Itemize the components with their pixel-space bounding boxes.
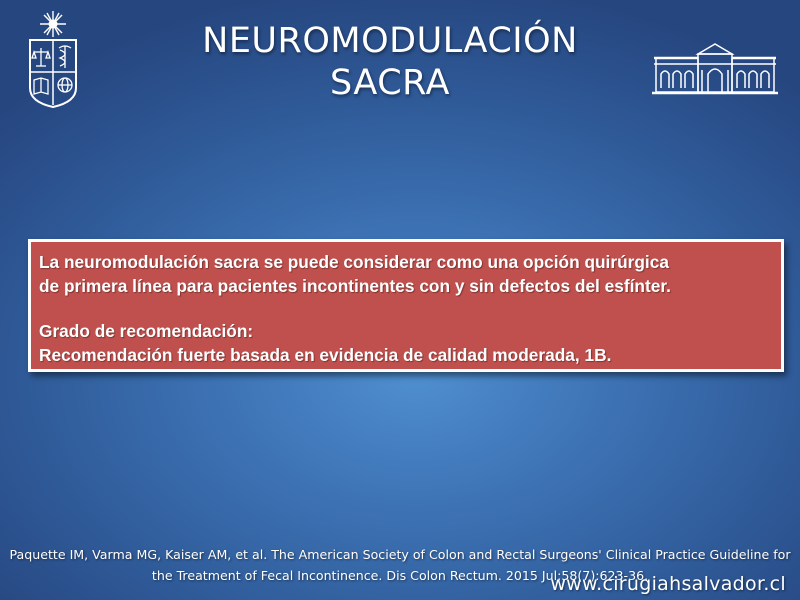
recommendation-box — [28, 239, 784, 372]
hospital-building-logo — [652, 40, 778, 96]
slide-title-line-2: SACRA — [330, 63, 450, 103]
caduceus-icon — [59, 46, 71, 68]
slide-title — [150, 20, 630, 104]
recommendation-text-line-2: de primera línea para pacientes incontinentes con y sin defectos del esfínter. — [39, 276, 671, 296]
globe-icon — [58, 78, 72, 92]
recommendation-grade-text: Recomendación fuerte basada en evidencia de calidad moderada, 1B. — [39, 345, 612, 365]
recommendation-grade-label: Grado de recomendación: — [39, 321, 254, 341]
website-url: www.cirugiahsalvador.cl — [550, 573, 786, 595]
university-coat-of-arms-logo — [26, 10, 80, 108]
spacer — [39, 298, 781, 319]
slide-title-line-1: NEUROMODULACIÓN — [202, 21, 578, 61]
recommendation-text-line-1: La neuromodulación sacra se puede considerar como una opción quirúrgica — [39, 252, 669, 272]
citation-line-2: the Treatment of Fecal Incontinence. Dis Colon Rectum. 2015 Jul;58(7):623-36. — [151, 568, 649, 583]
book-icon — [34, 78, 48, 94]
citation-line-1: Paquette IM, Varma MG, Kaiser AM, et al. The American Society of Colon and Rectal Surgeons' Clinical Practice Guideline for — [9, 547, 791, 562]
scales-icon — [32, 48, 50, 66]
